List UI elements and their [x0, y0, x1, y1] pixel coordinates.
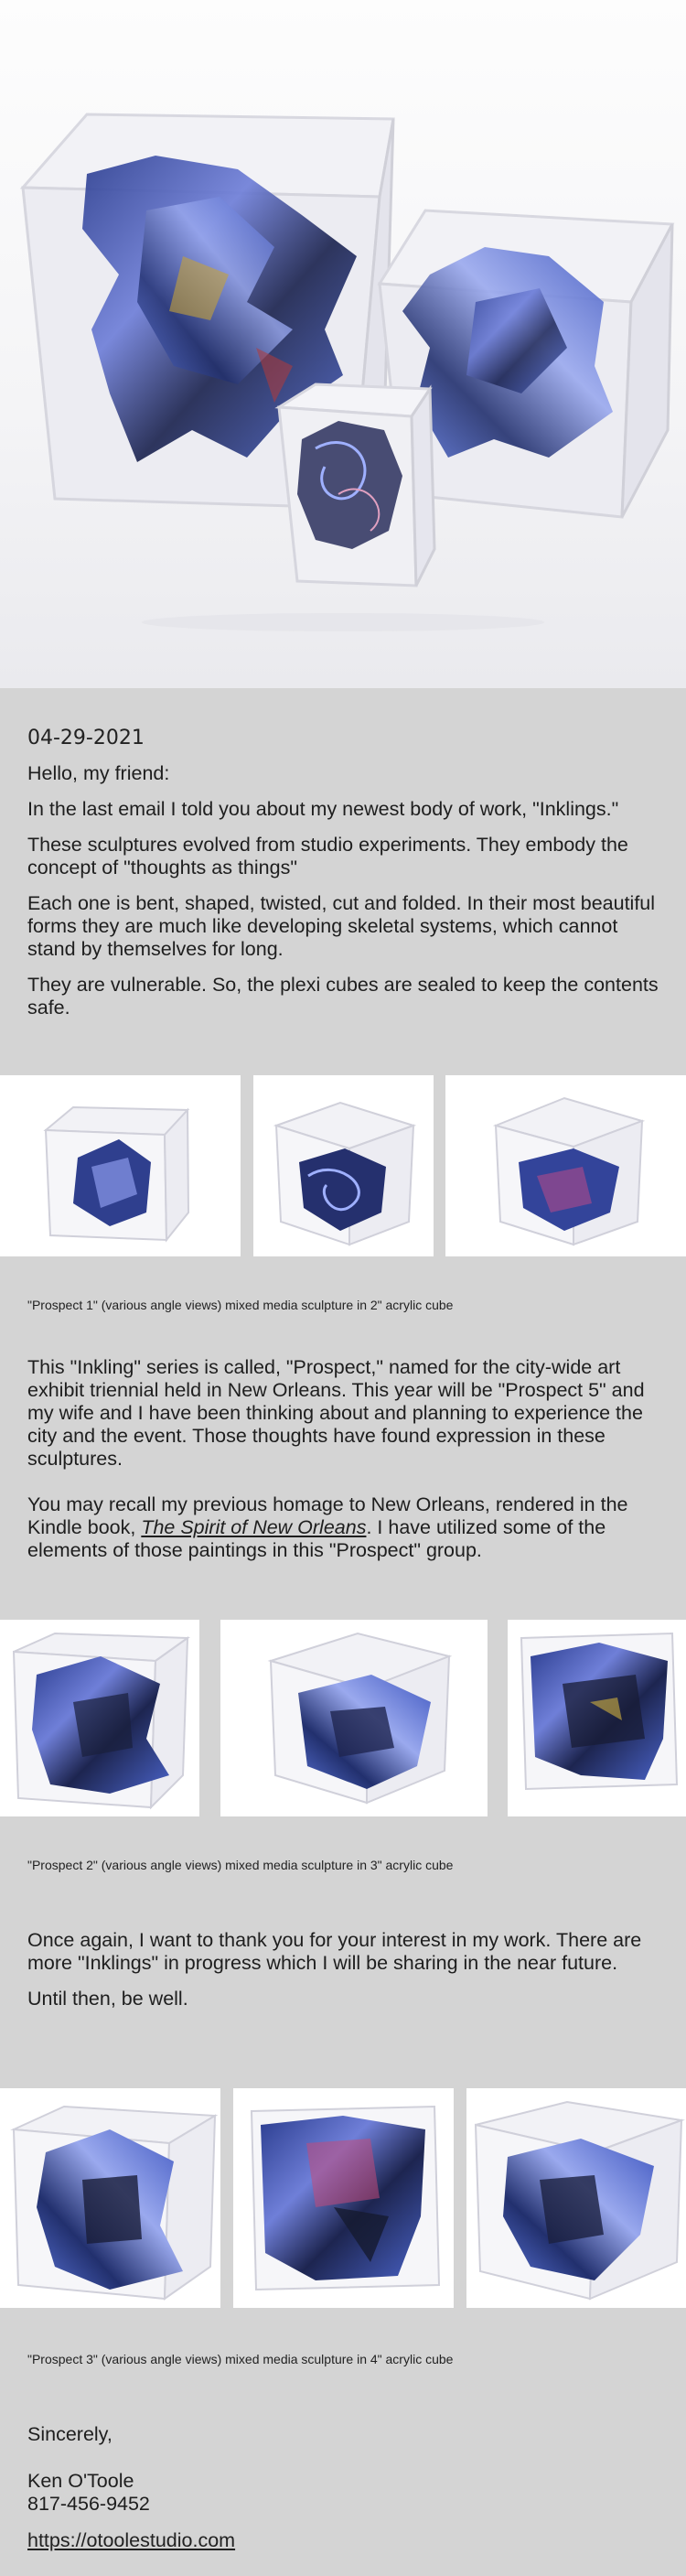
prospect-3-view-c — [466, 2088, 686, 2308]
farewell-line: Until then, be well. — [27, 1988, 188, 2010]
prospect-3-view-a — [0, 2088, 220, 2308]
gallery-3-caption: "Prospect 3" (various angle views) mixed media sculpture in 4" acrylic cube — [27, 2352, 454, 2366]
prospect-1-view-b — [253, 1075, 434, 1256]
gallery-prospect-1 — [0, 1075, 686, 1256]
prospect-2-view-c — [508, 1620, 686, 1816]
new-orleans-text-after: . I have utilized some of the elements of those paintings in this "Prospect" group. — [27, 1516, 606, 1561]
letter-middle — [27, 1356, 659, 1562]
three-cubes-illustration — [0, 0, 686, 688]
intro-paragraph-1: In the last email I told you about my newest body of work, "Inklings." — [27, 798, 619, 820]
hero-sculpture-photo — [0, 0, 686, 688]
gallery-prospect-2 — [0, 1620, 686, 1816]
new-orleans-paragraph — [27, 1493, 659, 1562]
intro-paragraph-4: They are vulnerable. So, the plexi cubes are sealed to keep the contents safe. — [27, 974, 659, 1019]
prospect-1-view-c — [445, 1075, 686, 1256]
closing-paragraph: Once again, I want to thank you for your interest in my work. There are more "Inklings" in progress which I will be sharing in the near future. — [27, 1929, 642, 1974]
prospect-1-view-a — [0, 1075, 241, 1256]
prospect-2-view-b — [220, 1620, 488, 1816]
gallery-prospect-3 — [0, 2088, 686, 2308]
author-phone: 817-456-9452 — [27, 2493, 150, 2515]
new-orleans-text-before: You may recall my previous homage to New Orleans, rendered in the Kindle book, — [27, 1493, 628, 1538]
letter-closing — [27, 1929, 659, 2010]
letter-intro — [27, 727, 659, 1019]
sign-off: Sincerely, — [27, 2423, 113, 2445]
greeting: Hello, my friend: — [27, 762, 170, 784]
gallery-1-caption: "Prospect 1" (various angle views) mixed media sculpture in 2" acrylic cube — [27, 1298, 454, 1312]
website-link[interactable]: https://otoolestudio.com — [27, 2529, 236, 2551]
prospect-series-paragraph: This "Inkling" series is called, "Prospect," named for the city-wide art exhibit triennial held in New Orleans. This year will be "Prospect 5" and my wife and I have been thinking about and planning to experience the city and the event. Those thoughts have found expression in these sculptures. — [27, 1356, 645, 1470]
intro-paragraph-3: Each one is bent, shaped, twisted, cut and folded. In their most beautiful forms they are much like developing skeletal systems, which cannot stand by themselves for long. — [27, 892, 656, 960]
gallery-2-caption: "Prospect 2" (various angle views) mixed media sculpture in 3" acrylic cube — [27, 1858, 454, 1872]
prospect-3-view-b — [233, 2088, 454, 2308]
prospect-2-view-a — [0, 1620, 199, 1816]
book-title-link[interactable]: The Spirit of New Orleans — [141, 1516, 367, 1538]
letter-date: 04-29-2021 — [27, 727, 145, 749]
author-name: Ken O'Toole — [27, 2470, 134, 2492]
intro-paragraph-2: These sculptures evolved from studio experiments. They embody the concept of "thoughts as things" — [27, 834, 628, 878]
signature-block — [27, 2423, 659, 2552]
